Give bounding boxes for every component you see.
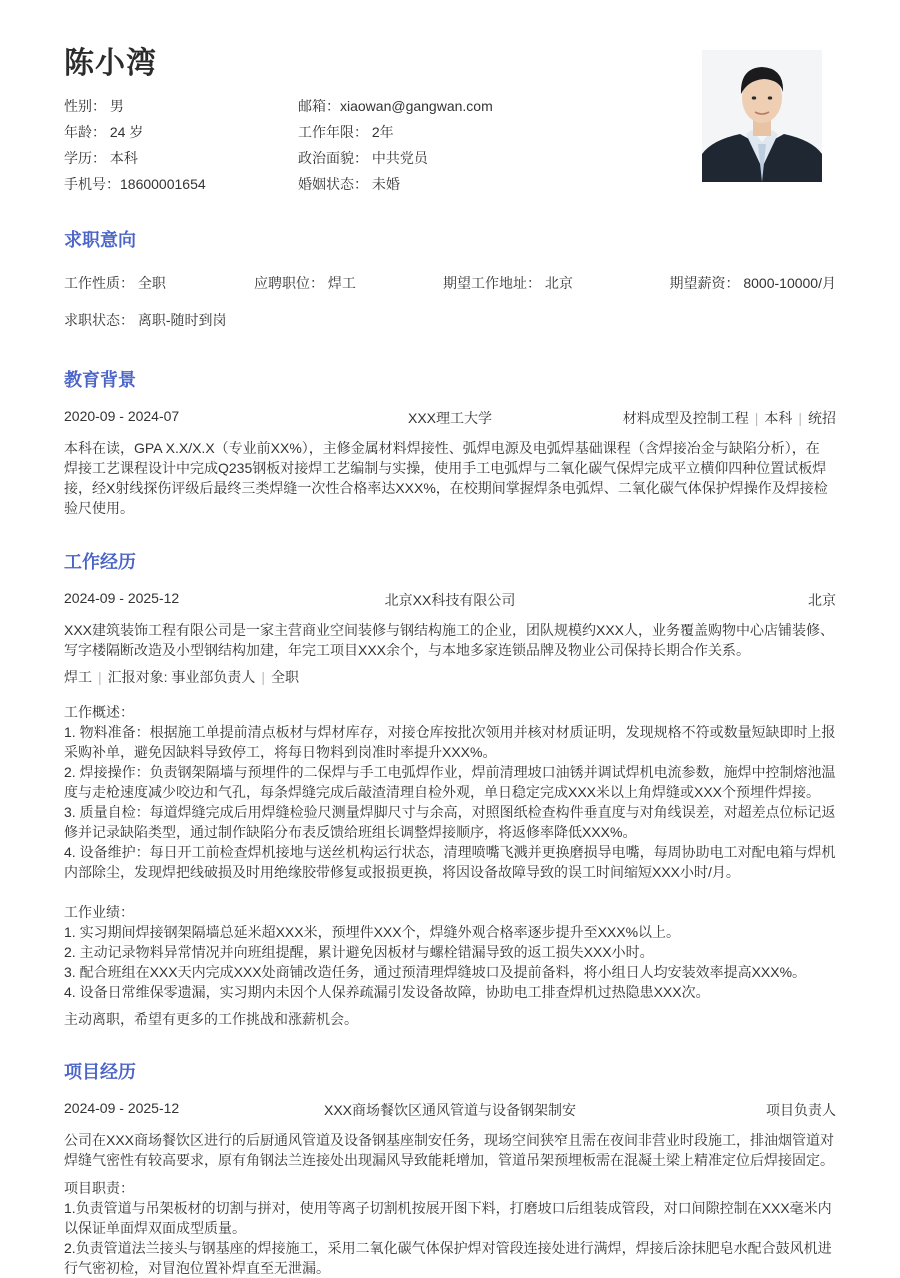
education-school: XXX理工大学 (407, 410, 492, 426)
project-date: 2024-09 - 2025-12 (64, 1100, 180, 1116)
paragraph-line: 3. 质量自检：每道焊缝完成后用焊缝检验尺测量焊脚尺寸与余高，对照图纸检查构件垂直度与对角线误差，对超差点位标记返 (64, 804, 836, 820)
paragraph-line: 1.负责管道与吊架板材的切割与拼对，使用等离子切割机按展开图下料，打磨坡口后组装成管段，对口间隙控制在XXX毫米内 (64, 1200, 832, 1216)
leave-reason: 主动离职，希望有更多的工作挑战和涨薪机会。 (64, 1011, 358, 1027)
intent-location: 期望工作地址： 北京 (443, 275, 573, 291)
paragraph-line: 3. 配合班组在XXX天内完成XXX处商铺改造任务，通过预清理焊缝坡口及提前备料，将小组日人均安装效率提高XXX%。 (64, 964, 807, 980)
education-degree: 本科 (764, 410, 793, 426)
phone-field: 手机号：18600001654 (64, 176, 206, 192)
intent-status: 求职状态： 离职-随时到岗 (64, 312, 227, 328)
intent-position: 应聘职位： 焊工 (254, 275, 356, 291)
paragraph-line: 度与走枪速度减少咬边和气孔，每条焊缝完成后敲渣清理自检外观，单日稳定完成XXX米以上角焊缝或XXX个预埋件焊接。 (64, 784, 821, 800)
portrait-illustration (702, 50, 822, 182)
section-title-work: 工作经历 (64, 552, 136, 572)
achievement-title: 工作业绩： (64, 904, 134, 920)
paragraph-line: 修并记录缺陷类型，通过制作缺陷分布表反馈给班组长调整焊接顺序，将返修率降低XXX%。 (64, 824, 637, 840)
paragraph-line: 2. 主动记录物料异常情况并向班组提醒，累计避免因板材与螺栓错漏导致的返工损失XXX小时。 (64, 944, 654, 960)
work-role: 焊工 (64, 669, 92, 685)
paragraph-line: 焊缝气密性有较高要求，原有角钢法兰连接处出现漏风导致能耗增加，管道吊架预埋板需在混凝土梁上精准定位后焊接固定。 (64, 1152, 834, 1168)
paragraph-line: 接，经X射线探伤评级后最终三类焊缝一次性合格率达XXX%，在校期间掌握焊条电弧焊、二氧化碳气体保护焊操作及焊接检 (64, 480, 828, 496)
intent-salary: 期望薪资： 8000-10000/月 (669, 275, 836, 291)
work-date: 2024-09 - 2025-12 (64, 590, 180, 606)
education-date: 2020-09 - 2024-07 (64, 408, 180, 424)
section-title-intent: 求职意向 (64, 230, 136, 250)
paragraph-line: 内部除尘，发现焊把线破损及时用绝缘胶带修复或报损更换，将因设备故障导致的误工时间缩短XXX小时/月。 (64, 864, 740, 880)
education-header-row (64, 408, 836, 428)
work-header-row (64, 590, 836, 610)
paragraph-line: XXX建筑装饰工程有限公司是一家主营商业空间装修与钢结构施工的企业，团队规模约XXX人，业务覆盖购物中心店铺装修、 (64, 622, 835, 638)
candidate-name: 陈小湾 (64, 47, 157, 80)
section-title-project: 项目经历 (64, 1062, 136, 1082)
paragraph-line: 4. 设备维护：每日开工前检查焊机接地与送丝机构运行状态，清理喷嘴飞溅并更换磨损导电嘴，每周协助电工对配电箱与焊机 (64, 844, 836, 860)
gender-field: 性别： 男 (64, 98, 124, 114)
education-description (64, 438, 836, 518)
section-title-education: 教育背景 (64, 370, 136, 390)
work-role-line (64, 667, 836, 687)
work-job-type: 全职 (271, 669, 300, 685)
education-type: 统招 (808, 410, 836, 426)
paragraph-line: 焊接工艺课程设计中完成Q235钢板对接焊工艺编制与实操，使用手工电弧焊与二氧化碳气保焊完成平立横仰四种位置试板焊 (64, 460, 827, 476)
paragraph-line: 本科在读，GPA X.X/X.X（专业前XX%），主修金属材料焊接性、弧焊电源及电弧焊基础课程（含焊接冶金与缺陷分析），在 (64, 440, 820, 456)
project-header-row (64, 1100, 836, 1120)
project-name: XXX商场餐饮区通风管道与设备钢架制安 (323, 1102, 576, 1118)
overview-title: 工作概述： (64, 704, 134, 720)
work-years-field: 工作年限： 2年 (298, 124, 394, 140)
education-level-field: 学历： 本科 (64, 150, 138, 166)
marital-status-field: 婚姻状态： 未婚 (298, 176, 400, 192)
work-overview (64, 702, 836, 882)
paragraph-line: 2. 焊接操作：负责钢架隔墙与预埋件的二保焊与手工电弧焊作业，焊前清理坡口油锈并调试焊机电流参数，施焊中控制熔池温 (64, 764, 836, 780)
company-description (64, 620, 836, 660)
work-company: 北京XX科技有限公司 (384, 592, 516, 608)
education-details (623, 408, 836, 428)
separator: | (798, 410, 802, 426)
paragraph-line: 验尺使用。 (64, 500, 134, 516)
paragraph-line: 公司在XXX商场餐饮区进行的后厨通风管道及设备钢基座制安任务，现场空间狭窄且需在夜间非营业时段施工，排油烟管道对 (64, 1132, 835, 1148)
paragraph-line: 写字楼隔断改造及小型钢结构加建，年完工项目XXX余个，与本地多家连锁品牌及物业公司保持长期合作关系。 (64, 642, 751, 658)
profile-photo (702, 50, 822, 182)
duty-title: 项目职责： (64, 1180, 134, 1196)
project-duties (64, 1178, 836, 1278)
project-description (64, 1130, 836, 1170)
paragraph-line: 2.负责管道法兰接头与钢基座的焊接施工，采用二氧化碳气体保护焊对管段连接处进行满焊，焊接后涂抹肥皂水配合鼓风机进 (64, 1240, 832, 1256)
separator: | (261, 669, 266, 685)
separator: | (754, 410, 759, 426)
intent-nature: 工作性质： 全职 (64, 275, 166, 291)
paragraph-line: 行气密初检，对冒泡位置补焊直至无泄漏。 (64, 1260, 330, 1276)
paragraph-line: 以保证单面焊双面成型质量。 (64, 1220, 246, 1236)
separator: | (98, 669, 102, 685)
age-field: 年龄： 24 岁 (64, 124, 144, 140)
paragraph-line: 4. 设备日常维保零遗漏，实习期内未因个人保养疏漏引发设备故障，协助电工排查焊机过热隐患XXX次。 (64, 984, 710, 1000)
education-major: 材料成型及控制工程 (622, 410, 749, 426)
work-report: 汇报对象: 事业部负责人 (107, 669, 256, 685)
paragraph-line: 1. 物料准备：根据施工单提前清点板材与焊材库存，对接仓库按批次领用并核对材质证明，发现规格不符或数量短缺即时上报 (64, 724, 836, 740)
work-city: 北京 (808, 592, 836, 608)
project-role: 项目负责人 (766, 1102, 836, 1118)
paragraph-line: 1. 实习期间焊接钢架隔墙总延米超XXX米，预埋件XXX个，焊缝外观合格率逐步提升至XXX%以上。 (64, 924, 681, 940)
political-status-field: 政治面貌： 中共党员 (298, 150, 428, 166)
paragraph-line: 采购补单，避免因缺料导致停工，将每日物料到岗准时率提升XXX%。 (64, 744, 497, 760)
work-achievements (64, 902, 836, 1002)
email-field: 邮箱：xiaowan@gangwan.com (298, 98, 493, 114)
